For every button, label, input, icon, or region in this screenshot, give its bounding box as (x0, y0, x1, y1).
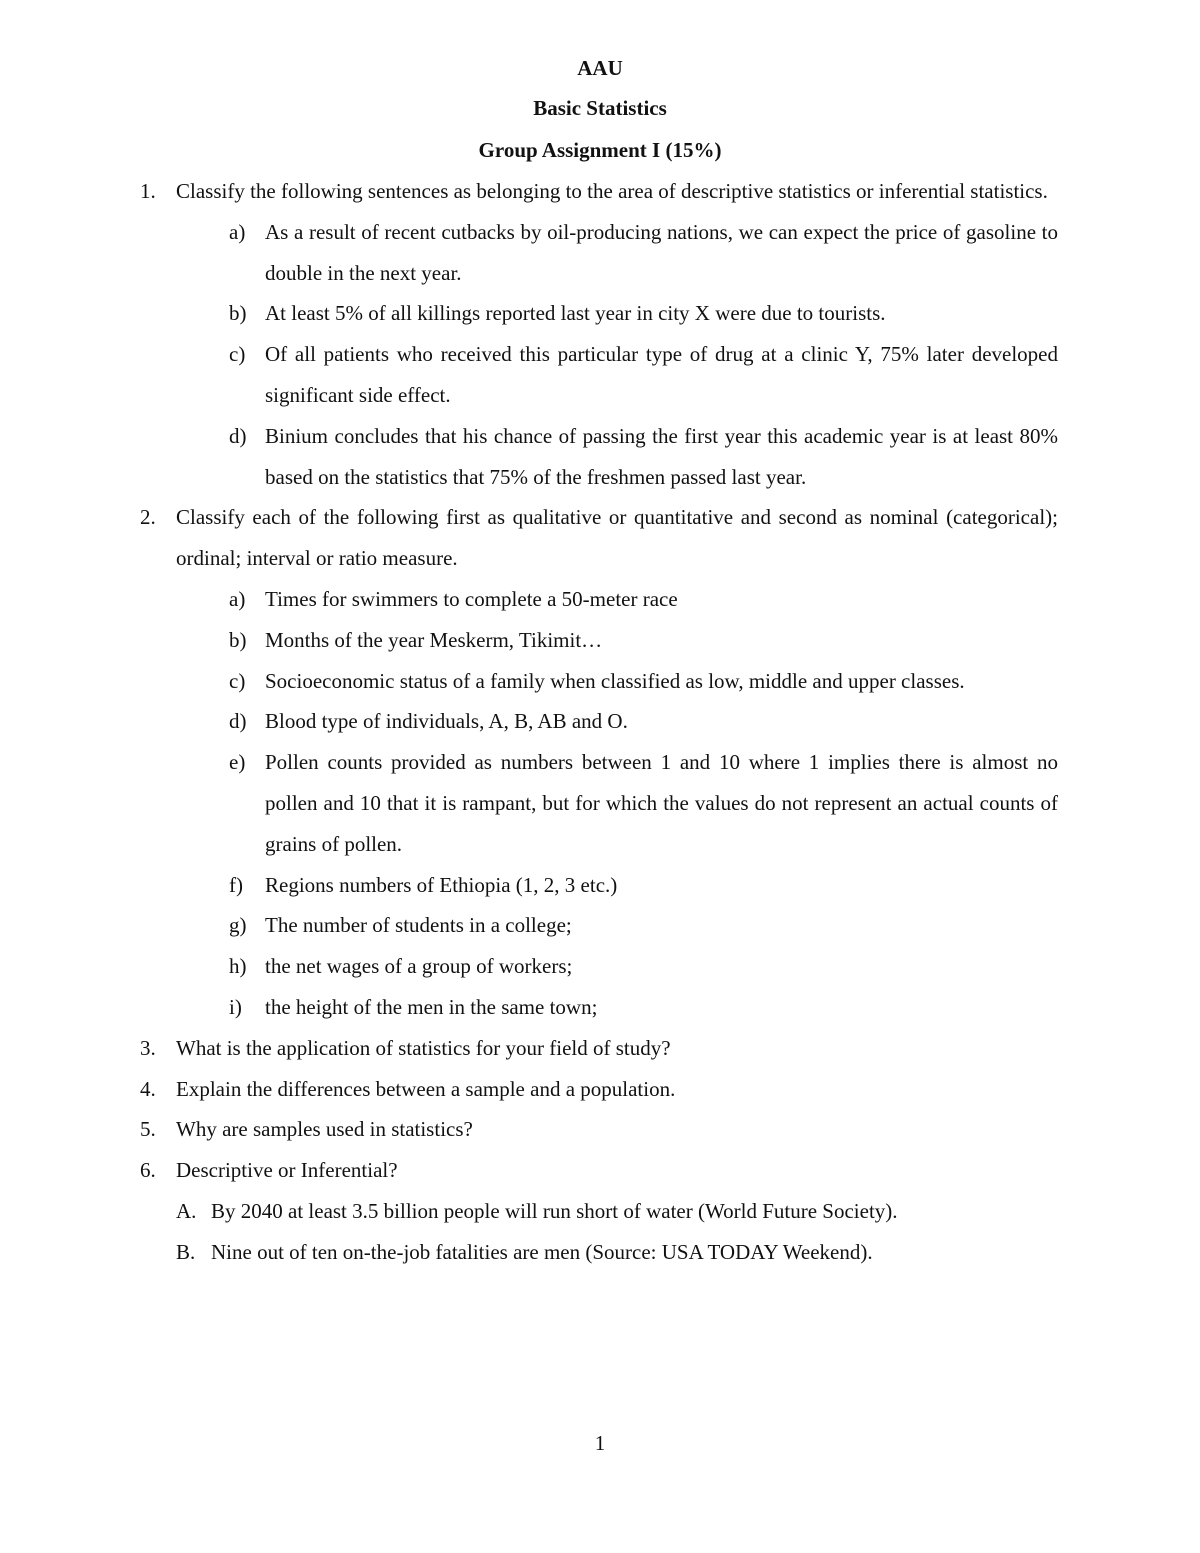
question-number: 2. (140, 505, 156, 530)
item-label: f) (229, 872, 243, 897)
page-number: 1 (594, 1431, 606, 1455)
question-6-item-b (140, 1232, 1058, 1273)
item-label: c) (229, 668, 246, 693)
item-text: As a result of recent cutbacks by oil-producing nations, we can expect the price of gasoline to double in the next year. (265, 219, 1058, 285)
question-6-item-a (140, 1191, 1058, 1232)
question-text: Explain the differences between a sample and a population. (176, 1076, 676, 1101)
question-text: Why are samples used in statistics? (176, 1117, 473, 1142)
question-number: 1. (140, 179, 156, 203)
item-label: g) (229, 913, 247, 938)
item-label: a) (229, 219, 246, 244)
assignment-heading: Group Assignment I (15%) (478, 138, 722, 162)
question-text: Descriptive or Inferential? (176, 1158, 398, 1183)
item-text: The number of students in a college; (265, 913, 572, 938)
course-heading: Basic Statistics (533, 96, 667, 120)
question-6 (140, 1150, 1058, 1191)
question-text: What is the application of statistics for your field of study? (176, 1035, 671, 1060)
question-1-item-b (140, 293, 1058, 334)
item-text: Regions numbers of Ethiopia (1, 2, 3 etc.) (265, 872, 618, 897)
question-2-item-e (140, 742, 1058, 864)
question-1 (140, 171, 1058, 212)
question-number: 4. (140, 1076, 156, 1101)
item-text: Nine out of ten on-the-job fatalities are men (Source: USA TODAY Weekend). (211, 1239, 873, 1264)
item-label: d) (229, 709, 247, 734)
item-label: A. (176, 1198, 197, 1223)
institution-heading: AAU (577, 56, 623, 80)
item-label: h) (229, 954, 247, 979)
question-1-item-d (140, 416, 1058, 498)
question-number: 3. (140, 1035, 156, 1060)
question-2-item-c (140, 661, 1058, 702)
item-text: Socioeconomic status of a family when classified as low, middle and upper classes. (265, 668, 965, 693)
item-label: e) (229, 750, 246, 775)
item-text: By 2040 at least 3.5 billion people will run short of water (World Future Society). (211, 1198, 898, 1223)
question-2-item-d (140, 701, 1058, 742)
item-label: B. (176, 1239, 196, 1264)
item-text: Times for swimmers to complete a 50-meter race (265, 586, 678, 611)
question-number: 6. (140, 1158, 156, 1183)
item-text: the height of the men in the same town; (265, 994, 598, 1019)
question-3 (140, 1028, 1058, 1069)
item-text: Pollen counts provided as numbers between 1 and 10 where 1 implies there is almost no pollen and 10 that it is rampant, but for which the values do not represent an actual counts of grains of pollen. (265, 750, 1058, 856)
question-2-item-g (140, 905, 1058, 946)
item-text: At least 5% of all killings reported last year in city X were due to tourists. (265, 301, 886, 326)
item-label: d) (229, 423, 247, 448)
question-number: 5. (140, 1117, 156, 1142)
item-text: Blood type of individuals, A, B, AB and O. (265, 709, 628, 734)
item-label: i) (229, 994, 242, 1019)
question-2 (140, 497, 1058, 579)
item-text: Of all patients who received this particular type of drug at a clinic Y, 75% later developed significant side effect. (265, 342, 1058, 407)
question-2-item-f (140, 865, 1058, 906)
question-2-item-a (140, 579, 1058, 620)
item-label: a) (229, 586, 246, 611)
question-2-item-h (140, 946, 1058, 987)
question-text: Classify the following sentences as belonging to the area of descriptive statistics or inferential statistics. (176, 179, 1048, 203)
question-1-item-c (140, 334, 1058, 416)
item-label: b) (229, 301, 247, 326)
question-4 (140, 1069, 1058, 1110)
question-text: Classify each of the following first as qualitative or quantitative and second as nominal (categorical); ordinal; interval or ratio measure. (176, 505, 1058, 571)
question-1-item-a (140, 212, 1058, 294)
question-2-item-i (140, 987, 1058, 1028)
item-label: b) (229, 627, 247, 652)
question-2-item-b (140, 620, 1058, 661)
item-text: the net wages of a group of workers; (265, 954, 573, 979)
question-5 (140, 1109, 1058, 1150)
item-text: Months of the year Meskerm, Tikimit… (265, 627, 603, 652)
item-label: c) (229, 342, 246, 367)
questions-list (140, 171, 1058, 1273)
item-text: Binium concludes that his chance of passing the first year this academic year is at least 80% based on the statistics that 75% of the freshmen passed last year. (265, 423, 1058, 489)
